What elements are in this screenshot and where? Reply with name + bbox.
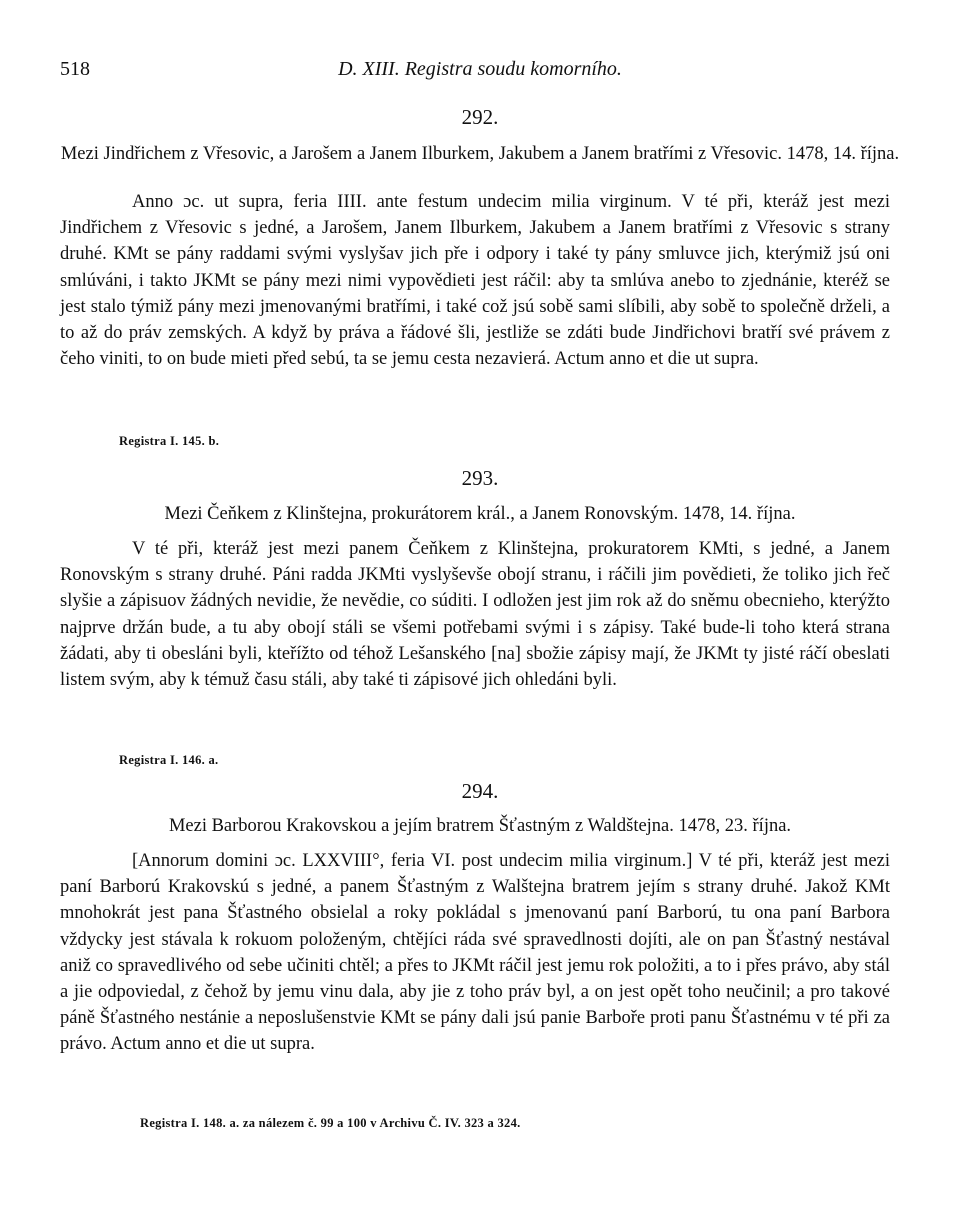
entry-text: Anno ɔc. ut supra, feria IIII. ante festum undecim milia virginum. V té při, kteráž jest mezi Jindřichem z Vřesovic s jedné, a Jarošem, Janem Ilburkem, Jakubem a Janem bratřími z Vřesovic s strany druhé. KMt se pány raddami svými vyslyšav jich pře i odpory i také ty pány smluvce jich, kterýmiž jsú oni smlúváni, i takto JKMt se pány mezi nimi vypovědieti jest ráčil: aby ta smlúva anebo to zjednánie, kteréž se jest stalo týmiž pány mezi jmenovanými bratřími, i také což jsú sobě sami slíbili, aby sobě to společně drželi, a to až do práv zemských. A když by práva a řádové šli, jestliže se zdáti bude Jindřichovi bratří své právem z čeho viniti, to on bude mieti před sebú, ta se jemu cesta nezavierá. Actum anno et die ut supra. xyxy=(60,192,890,370)
page-number: 518 xyxy=(60,58,90,80)
page-header xyxy=(60,58,900,88)
registry-reference: Registra I. 145. b. xyxy=(119,434,220,448)
entry-number: 294. xyxy=(461,779,499,803)
registry-reference: Registra I. 148. a. za nálezem č. 99 a 100 v Archivu Č. IV. 323 a 324. xyxy=(140,1116,521,1130)
entry-number: 293. xyxy=(461,466,499,490)
entry-number: 292. xyxy=(461,105,499,129)
entry-heading: Mezi Barborou Krakovskou a jejím bratrem Šťastným z Waldštejna. 1478, 23. října. xyxy=(168,816,792,836)
entry-text: [Annorum domini ɔc. LXXVIII°, feria VI. post undecim milia virginum.] V té při, kteráž jest mezi paní Barború Krakovskú s jedné, a panem Šťastným z Walštejna bratrem jejím s strany druhé. Jakož KMt mnohokrát jest pana Šťastného obsielal a roky pokládal s jmenovanú paní Barború, tu ona paní Barbora vždycky jest stávala k rokuom položeným, chtějíci ráda své spravedlnosti dojíti, ale on pan Šťastný nestával aniž co spravedlivého od sebe učiniti chtěl; a přes to JKMt ráčil jest jemu rok položiti, a to i přes právo, aby stál a jie odpoviedal, z čehož by jemu vinu dala, aby jie z toho práv byl, a on jest opět toho neučinil; a pro takové páně Šťastného nestánie a neposlušenstvie KMt se pány dali jsú panie Barboře proti panu Šťastnému v té při za právo. Actum anno et die ut supra. xyxy=(60,851,890,1055)
entry-heading: Mezi Čeňkem z Klinštejna, prokurátorem král., a Janem Ronovským. 1478, 14. října. xyxy=(164,504,796,524)
registry-reference: Registra I. 146. a. xyxy=(119,753,219,767)
running-title: D. XIII. Registra soudu komorního. xyxy=(338,58,622,80)
entry-heading: Mezi Jindřichem z Vřesovic, a Jarošem a Janem Ilburkem, Jakubem a Janem bratřími z Vřesovic. 1478, 14. října. xyxy=(60,144,900,164)
entry-text: V té při, kteráž jest mezi panem Čeňkem z Klinštejna, prokuratorem KMti, s jedné, a Janem Ronovským s strany druhé. Páni radda JKMti vyslyševše obojí stranu, i ráčili jim povědieti, že toliko jich řeč slyšie a zápisuov žádných nevidie, že nevědie, co súditi. I odložen jest jim rok až do sněmu obecnieho, kterýžto najprve držán bude, a tu aby obojí stáli se všemi potřebami svými i s zápisy. Také bude-li toho která strana žádati, aby ti obesláni byli, kteřížto od téhož Lešanského [na] sbožie zápisy mají, že JKMt ty jisté ráčí obeslati listem svým, aby k témuž času stáli, aby také ti zápisové jich ohledáni byli. xyxy=(60,539,890,691)
